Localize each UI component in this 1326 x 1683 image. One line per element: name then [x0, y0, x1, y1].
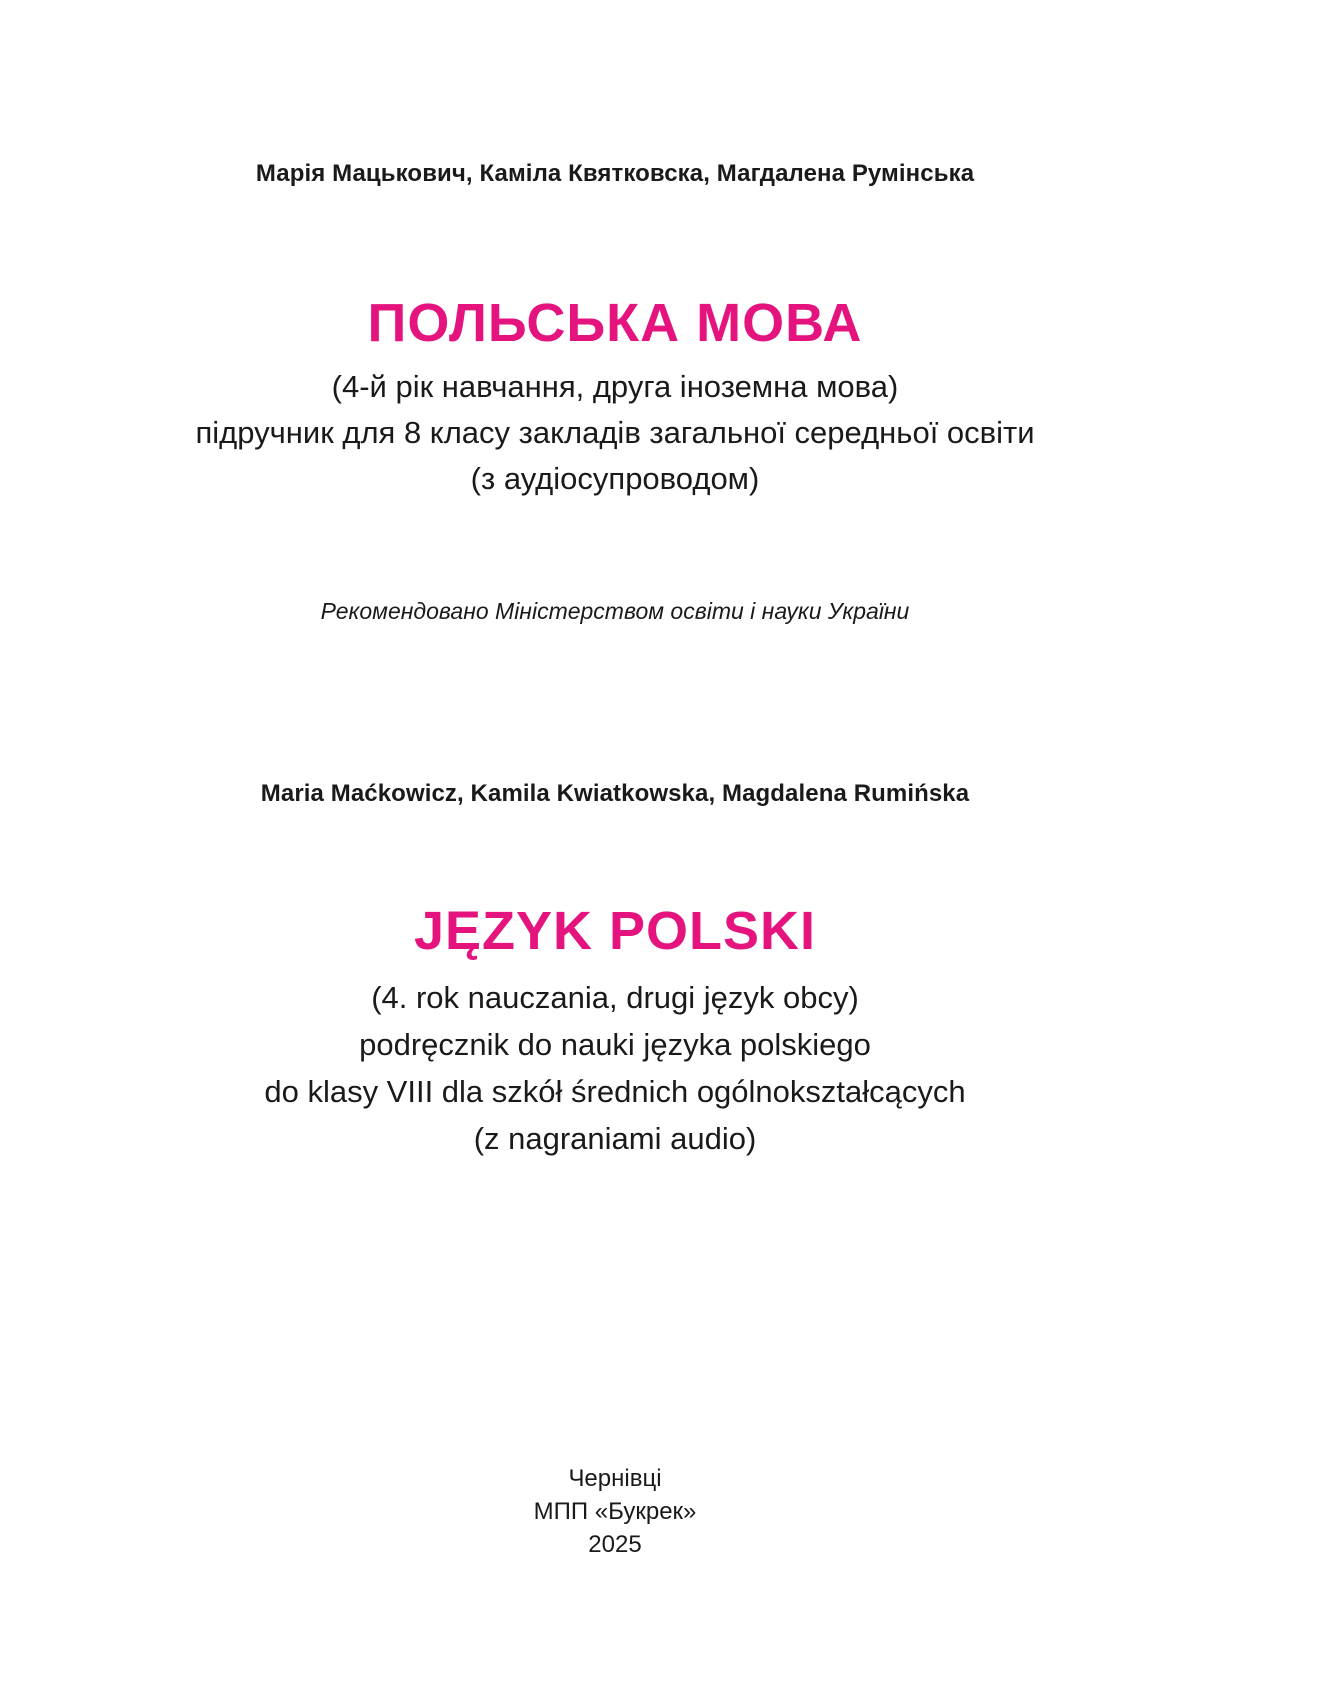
- imprint-year: 2025: [588, 1531, 642, 1558]
- subtitle-polish-line-2: podręcznik do nauki języka polskiego: [359, 1027, 871, 1062]
- book-title-polish: JĘZYK POLSKI: [413, 901, 817, 961]
- imprint-city: Чернівці: [568, 1465, 662, 1492]
- ministry-recommendation: Рекомендовано Міністерством освіти і науки України: [320, 598, 910, 624]
- book-title-ukrainian: ПОЛЬСЬКА МОВА: [367, 293, 863, 353]
- subtitle-ukrainian-line-3: (з аудіосупроводом): [470, 461, 760, 496]
- subtitle-polish-line-4: (z nagraniami audio): [473, 1121, 757, 1156]
- subtitle-ukrainian-line-1: (4-й рік навчання, друга іноземна мова): [331, 369, 899, 404]
- subtitle-polish-line-3: do klasy VIII dla szkół średnich ogólnokształcących: [264, 1074, 966, 1109]
- imprint-publisher: МПП «Букрек»: [533, 1498, 697, 1525]
- subtitle-polish-line-1: (4. rok nauczania, drugi język obcy): [371, 980, 859, 1015]
- authors-ukrainian: Марія Мацькович, Каміла Квятковска, Магдалена Румінська: [255, 160, 975, 187]
- authors-polish: Maria Maćkowicz, Kamila Kwiatkowska, Magdalena Rumińska: [260, 780, 970, 807]
- subtitle-ukrainian-line-2: підручник для 8 класу закладів загальної середньої освіти: [195, 415, 1035, 450]
